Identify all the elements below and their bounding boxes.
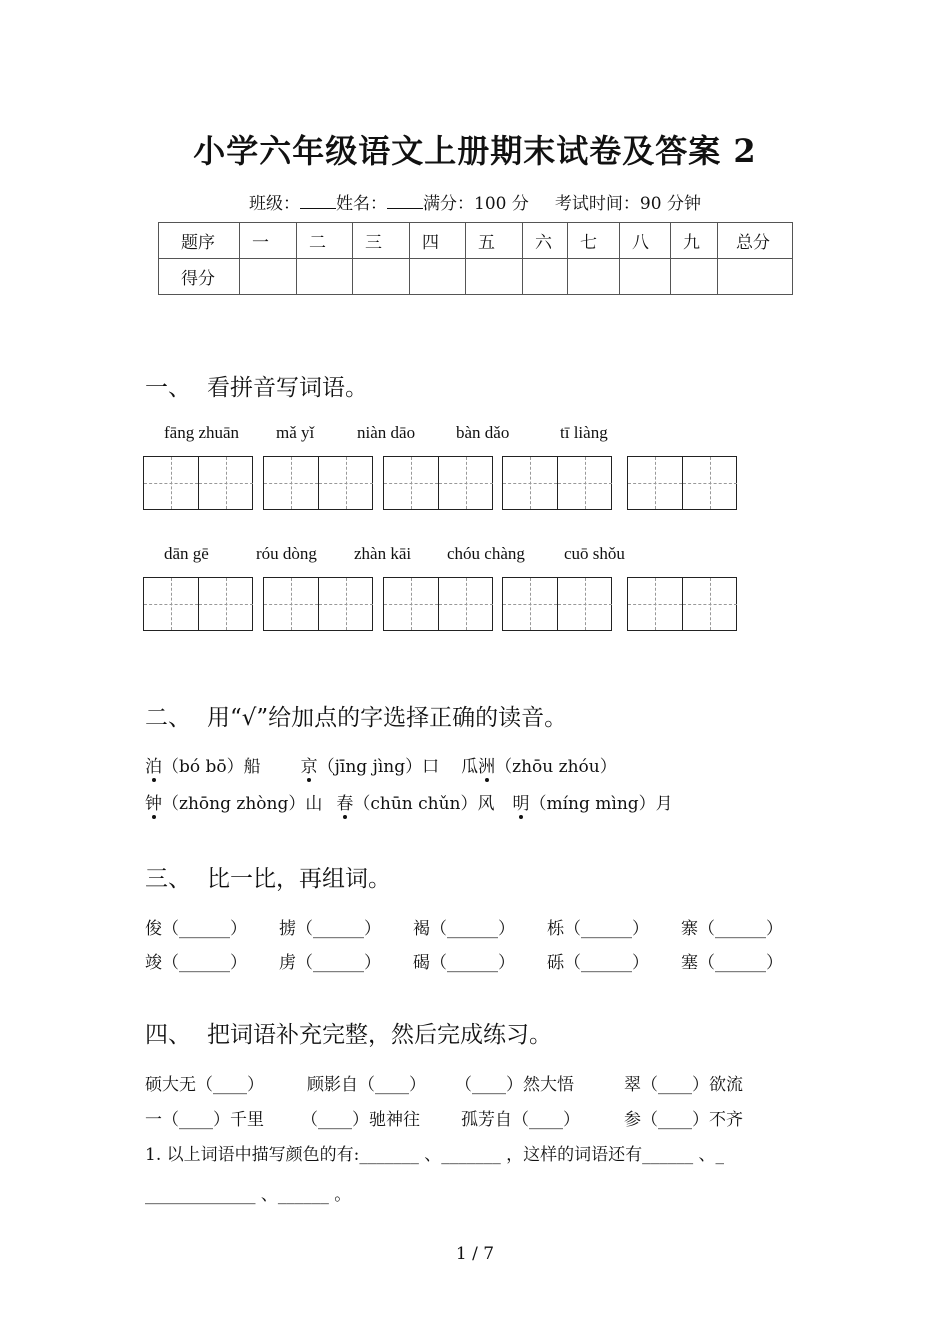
dotted-char: 春	[336, 789, 353, 814]
header-cell: 八	[620, 223, 671, 259]
row-label: 得分	[159, 259, 240, 295]
question-1-continued[interactable]: _____________ 、______ 。	[145, 1185, 352, 1205]
class-label: 班级：	[249, 194, 301, 214]
reading-line-1	[145, 752, 617, 777]
char-prefix: 瓜	[461, 757, 479, 777]
reading-line-2	[145, 789, 673, 814]
compare-item[interactable]: 掳（______）	[279, 919, 381, 939]
header-cell: 三	[353, 223, 410, 259]
options[interactable]: （míng mìng）月	[529, 794, 673, 814]
writing-grid[interactable]	[383, 577, 493, 631]
idiom-item[interactable]: 顾影自（____）	[307, 1075, 426, 1095]
class-blank[interactable]	[300, 194, 336, 209]
section-title: 用“√”给加点的字选择正确的读音。	[207, 705, 568, 731]
compare-item[interactable]: 碣（______）	[413, 953, 515, 973]
score-cell[interactable]	[240, 259, 297, 295]
section-title: 看拼音写词语。	[207, 375, 368, 401]
compare-item[interactable]: 竣（______）	[145, 953, 247, 973]
writing-grid[interactable]	[143, 456, 253, 510]
full-score: 满分：100 分	[423, 194, 529, 214]
dotted-char: 泊	[145, 752, 162, 777]
compare-item[interactable]: 俊（______）	[145, 919, 247, 939]
idiom-item[interactable]: 参（____）不齐	[624, 1110, 743, 1130]
section-1-heading	[145, 369, 368, 402]
options[interactable]: （jīng jìng）口	[317, 757, 440, 777]
header-cell: 二	[297, 223, 353, 259]
section-number: 四、	[145, 1022, 191, 1048]
pinyin: chóu chàng	[447, 544, 525, 563]
writing-grid[interactable]	[502, 577, 612, 631]
idiom-item[interactable]: 孤芳自（____）	[461, 1110, 580, 1130]
pinyin: róu dòng	[256, 544, 317, 563]
score-cell[interactable]	[410, 259, 466, 295]
header-cell: 一	[240, 223, 297, 259]
header-cell: 题序	[159, 223, 240, 259]
score-table-row	[159, 259, 793, 295]
section-3-heading	[145, 860, 391, 893]
writing-grid[interactable]	[263, 577, 373, 631]
name-blank[interactable]	[387, 194, 423, 209]
section-title: 比一比，再组词。	[207, 866, 391, 892]
pinyin: tī liàng	[560, 423, 608, 442]
idiom-row-2	[0, 1105, 950, 1130]
section-number: 一、	[145, 375, 191, 401]
idiom-item[interactable]: （____）驰神往	[301, 1110, 420, 1130]
page-title: 小学六年级语文上册期末试卷及答案 2	[193, 132, 757, 170]
score-cell[interactable]	[466, 259, 523, 295]
section-number: 二、	[145, 705, 191, 731]
score-cell[interactable]	[523, 259, 568, 295]
pinyin-row-2	[0, 544, 950, 564]
writing-grid[interactable]	[627, 456, 737, 510]
score-table	[158, 222, 793, 295]
header-cell: 七	[568, 223, 620, 259]
header-cell: 五	[466, 223, 523, 259]
score-cell[interactable]	[353, 259, 410, 295]
dotted-char: 洲	[478, 752, 495, 777]
section-4-heading	[145, 1016, 552, 1049]
pinyin: dān gē	[164, 544, 209, 563]
options[interactable]: （chūn chǔn）风	[353, 794, 495, 814]
header-cell: 总分	[718, 223, 793, 259]
section-2-heading	[145, 699, 567, 732]
options[interactable]: （zhōu zhóu）	[495, 757, 617, 777]
section-title: 把词语补充完整，然后完成练习。	[207, 1022, 552, 1048]
pinyin: bàn dǎo	[456, 423, 510, 442]
score-cell[interactable]	[297, 259, 353, 295]
section-number: 三、	[145, 866, 191, 892]
dotted-char: 京	[301, 752, 318, 777]
idiom-item[interactable]: 一（____）千里	[145, 1110, 264, 1130]
compare-item[interactable]: 寨（______）	[681, 919, 783, 939]
header-cell: 四	[410, 223, 466, 259]
writing-grid[interactable]	[143, 577, 253, 631]
idiom-row-1	[0, 1070, 950, 1095]
score-table-header	[159, 223, 793, 259]
compare-row-1	[0, 914, 950, 939]
options[interactable]: （bó bō）船	[162, 757, 261, 777]
score-cell[interactable]	[568, 259, 620, 295]
pinyin: cuō shǒu	[564, 544, 625, 563]
pinyin: fāng zhuān	[164, 423, 240, 442]
exam-time: 考试时间：90 分钟	[554, 194, 701, 214]
pinyin: mǎ yǐ	[276, 423, 315, 442]
pinyin: zhàn kāi	[354, 544, 412, 563]
compare-item[interactable]: 塞（______）	[681, 953, 783, 973]
score-cell[interactable]	[671, 259, 718, 295]
page-number: 1 / 7	[455, 1244, 495, 1264]
compare-item[interactable]: 砾（______）	[547, 953, 649, 973]
dotted-char: 钟	[145, 789, 162, 814]
idiom-item[interactable]: 翠（____）欲流	[624, 1075, 743, 1095]
writing-grid[interactable]	[627, 577, 737, 631]
score-cell[interactable]	[620, 259, 671, 295]
options[interactable]: （zhōng zhòng）山	[162, 794, 323, 814]
header-cell: 九	[671, 223, 718, 259]
name-label: 姓名：	[336, 194, 388, 214]
writing-grid[interactable]	[502, 456, 612, 510]
idiom-item[interactable]: 硕大无（____）	[145, 1075, 264, 1095]
writing-grid[interactable]	[383, 456, 493, 510]
compare-row-2	[0, 948, 950, 973]
header-cell: 六	[523, 223, 568, 259]
compare-item[interactable]: 褐（______）	[413, 919, 515, 939]
dotted-char: 明	[513, 789, 530, 814]
writing-grid[interactable]	[263, 456, 373, 510]
score-cell[interactable]	[718, 259, 793, 295]
question-1[interactable]: 1. 以上词语中描写颜色的有:_______ 、_______ ，这样的词语还有______ 、_	[145, 1145, 725, 1165]
idiom-item[interactable]: （____）然大悟	[455, 1075, 574, 1095]
compare-item[interactable]: 虏（______）	[279, 953, 381, 973]
exam-info	[0, 189, 950, 214]
compare-item[interactable]: 栎（______）	[547, 919, 649, 939]
pinyin: niàn dāo	[357, 423, 416, 442]
pinyin-row-1	[0, 423, 950, 443]
